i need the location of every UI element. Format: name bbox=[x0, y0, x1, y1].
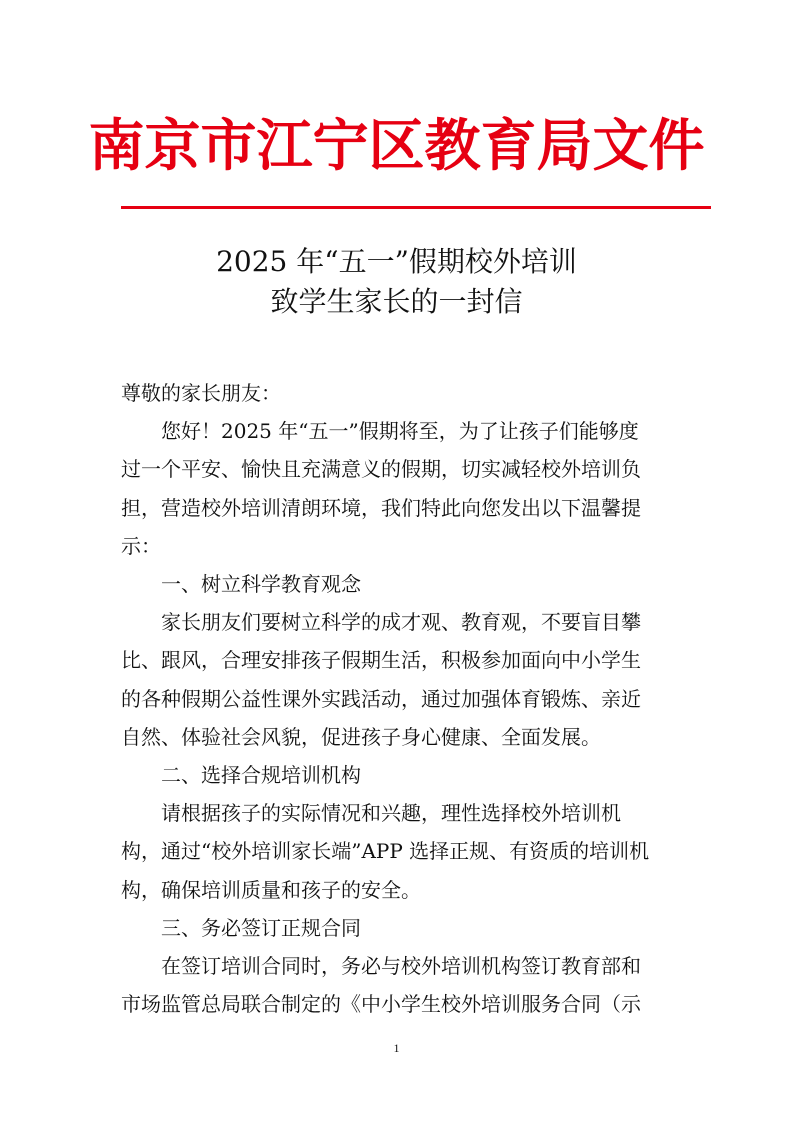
body-text-line: 家长朋友们要树立科学的成才观、教育观，不要盲目攀 bbox=[161, 610, 641, 635]
letter-title-line-1: 2025 年“五一”假期校外培训 bbox=[216, 245, 577, 278]
body-text-line: 构，确保培训质量和孩子的安全。 bbox=[121, 877, 421, 902]
body-text-line: 构，通过“校外培训家长端”APP 选择正规、有资质的培训机 bbox=[121, 839, 650, 864]
section-heading: 三、务必签订正规合同 bbox=[161, 915, 361, 940]
masthead-red-rule bbox=[121, 206, 711, 209]
letter-body bbox=[121, 374, 673, 1023]
body-text-line: 您好！2025 年“五一”假期将至，为了让孩子们能够度 bbox=[161, 419, 639, 444]
body-text-line: 过一个平安、愉快且充满意义的假期，切实减轻校外培训负 bbox=[121, 457, 641, 482]
section-heading: 二、选择合规培训机构 bbox=[161, 763, 361, 788]
body-text-line: 自然、体验社会风貌，促进孩子身心健康、全面发展。 bbox=[121, 724, 601, 749]
body-text-line: 请根据孩子的实际情况和兴趣，理性选择校外培训机 bbox=[161, 801, 621, 826]
body-text-line: 担，营造校外培训清朗环境，我们特此向您发出以下温馨提 bbox=[121, 495, 641, 520]
section-heading: 一、树立科学教育观念 bbox=[161, 572, 361, 597]
letter-title-line-2: 致学生家长的一封信 bbox=[270, 285, 523, 318]
body-text-line: 比、跟风，合理安排孩子假期生活，积极参加面向中小学生 bbox=[121, 648, 641, 673]
body-text-line: 市场监管总局联合制定的《中小学生校外培训服务合同（示 bbox=[121, 992, 641, 1017]
body-text-line: 的各种假期公益性课外实践活动，通过加强体育锻炼、亲近 bbox=[121, 686, 641, 711]
page-number: 1 bbox=[393, 1041, 400, 1055]
body-text-line: 示： bbox=[121, 533, 161, 558]
body-text-line: 尊敬的家长朋友： bbox=[121, 381, 281, 405]
body-text-line: 在签订培训合同时，务必与校外培训机构签订教育部和 bbox=[161, 954, 641, 979]
document-masthead: 南京市江宁区教育局文件 bbox=[88, 113, 705, 179]
